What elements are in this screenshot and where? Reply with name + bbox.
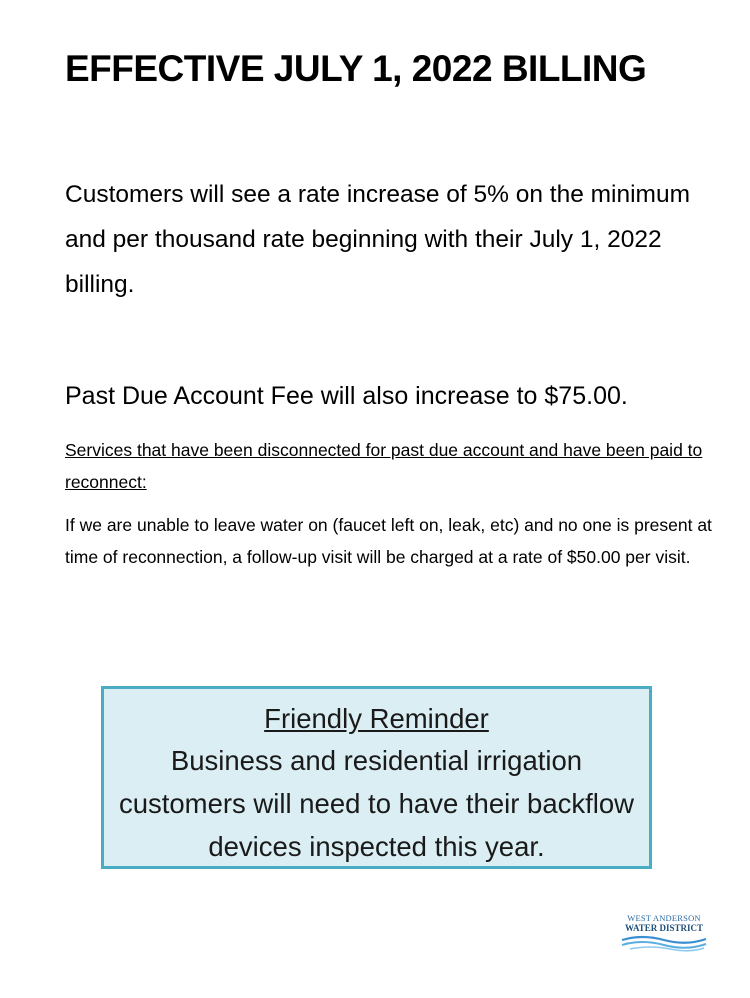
page-title: EFFECTIVE JULY 1, 2022 BILLING bbox=[65, 48, 647, 89]
logo-line-2: WATER DISTRICT bbox=[624, 923, 704, 933]
reconnect-heading: Services that have been disconnected for past due account and have been paid to reconnect: bbox=[65, 440, 703, 492]
reconnect-detail-paragraph: If we are unable to leave water on (faucet left on, leak, etc) and no one is present at time of reconnection, a follow-up visit will be charged at a rate of $50.00 per visit. bbox=[65, 515, 712, 567]
friendly-reminder-box bbox=[101, 686, 652, 869]
district-logo bbox=[619, 914, 709, 956]
reminder-body: Business and residential irrigation customers will need to have their backflow devices inspected this year. bbox=[118, 745, 635, 862]
past-due-fee-paragraph: Past Due Account Fee will also increase to $75.00. bbox=[65, 382, 628, 410]
reminder-title: Friendly Reminder bbox=[264, 703, 489, 734]
logo-line-1: WEST ANDERSON bbox=[627, 913, 701, 923]
water-wave-icon bbox=[620, 934, 708, 952]
rate-increase-paragraph: Customers will see a rate increase of 5% on the minimum and per thousand rate beginning with their July 1, 2022 billing. bbox=[65, 181, 691, 298]
